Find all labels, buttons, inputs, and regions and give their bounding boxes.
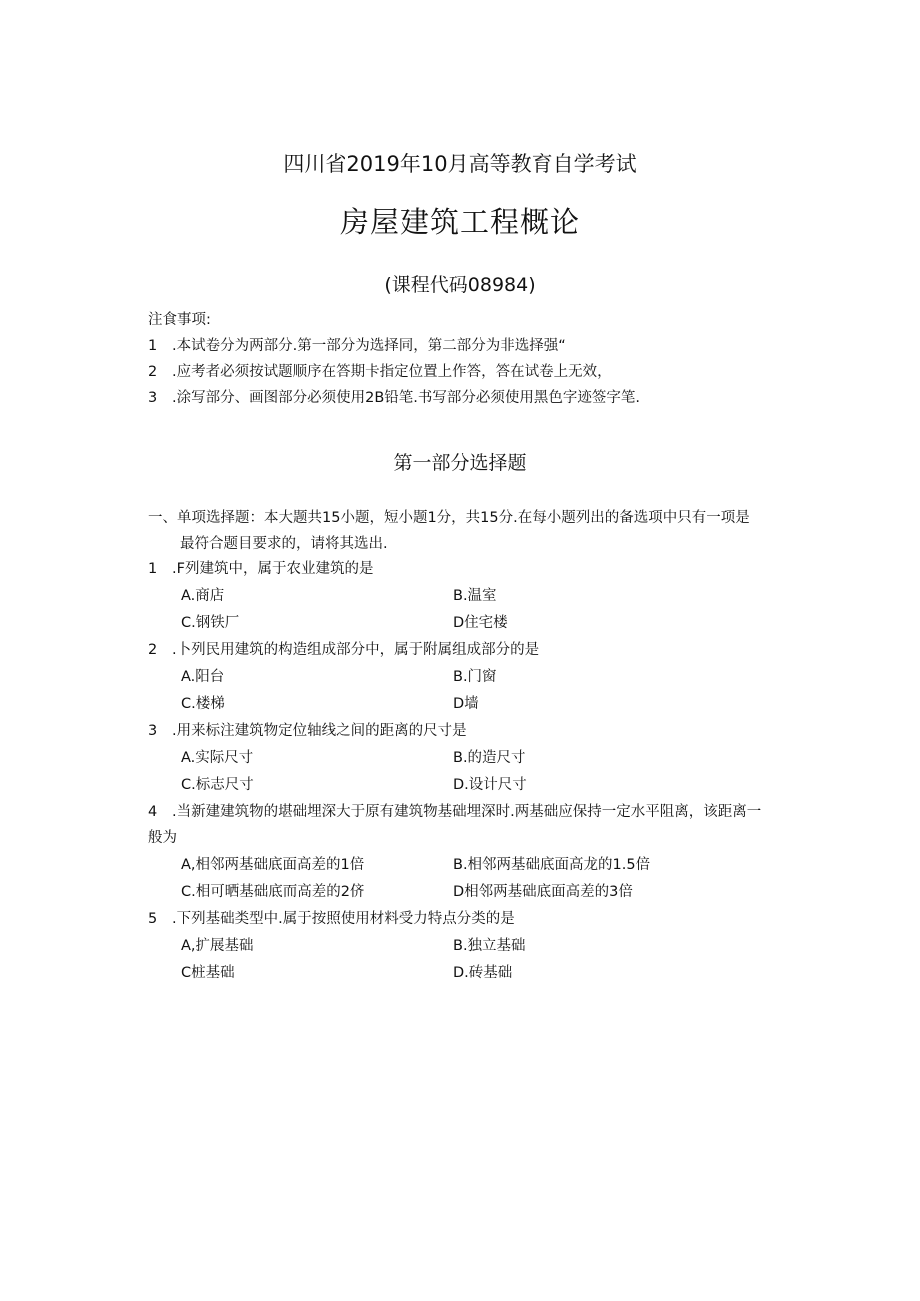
question-instructions	[148, 505, 778, 557]
question-text: .下列基础类型中.属于按照使用材料受力特点分类的是	[172, 911, 515, 927]
option-d: D.设计尺寸	[453, 777, 527, 793]
option-c: C桩基础	[181, 965, 235, 981]
question-number: 4	[148, 804, 158, 820]
notice-item-number: 1	[148, 338, 158, 354]
option-a: A,相邻两基础底面高差的1倍	[181, 857, 365, 873]
question-stem	[148, 556, 373, 582]
course-code: (课程代码08984)	[384, 274, 536, 296]
question-text: .F列建筑中，属于农业建筑的是	[172, 561, 374, 577]
notice-item-text: .涂写部分、画图部分必须使用2B铅笔.书写部分必须使用黑色字迹签字笔.	[172, 390, 640, 406]
notice-item	[148, 333, 788, 359]
notice-item-number: 2	[148, 364, 158, 380]
exam-title: 四川省2019年10月高等教育自学考试	[283, 152, 637, 176]
option-c: C.钢铁厂	[181, 615, 240, 631]
instructions-line: 最符合题目要求的，请将其选出.	[180, 536, 388, 552]
option-a: A.实际尺寸	[181, 750, 254, 766]
option-b: B.相邻两基础底面高龙的1.5倍	[453, 857, 651, 873]
option-b: B.的造尺寸	[453, 750, 526, 766]
notice-item-number: 3	[148, 390, 158, 406]
option-c: C.相可晒基础底而高差的2侪	[181, 884, 365, 900]
notice-item-text: .应考者必须按试题顺序在答期卡指定位置上作答，答在试卷上无效，	[172, 364, 612, 380]
option-d: D墙	[453, 696, 479, 712]
instructions-line: 一、单项选择题：本大题共15小题，短小题1分，共15分.在每小题列出的备选项中只有一项是	[148, 510, 750, 526]
notice-item	[148, 385, 788, 411]
option-a: A,扩展基础	[181, 938, 254, 954]
option-b: B.温室	[453, 588, 497, 604]
question-number: 1	[148, 561, 158, 577]
question-text: .用来标注建筑物定位轴线之间的距离的尺寸是	[172, 723, 467, 739]
option-d: D.砖基础	[453, 965, 513, 981]
question-text: .当新建建筑物的堪础埋深大于原有建筑物基础埋深时.两基础应保持一定水平阻离，该距离一般为	[148, 804, 762, 846]
option-c: C.楼梯	[181, 696, 225, 712]
question-stem	[148, 637, 539, 663]
notice-block	[148, 307, 788, 411]
option-a: A.商店	[181, 588, 225, 604]
option-b: B.门窗	[453, 669, 497, 685]
notice-item-text: .本试卷分为两部分.第一部分为选择同，第二部分为非选择强“	[172, 338, 566, 354]
option-c: C.标志尺寸	[181, 777, 254, 793]
question-number: 2	[148, 642, 158, 658]
option-d: D相邻两基础底面高差的3倍	[453, 884, 633, 900]
question-stem	[148, 799, 770, 851]
option-a: A.阳台	[181, 669, 225, 685]
notice-heading: 注食事项:	[148, 312, 211, 328]
question-stem	[148, 718, 467, 744]
course-title: 房屋建筑工程概论	[339, 205, 580, 239]
question-number: 5	[148, 911, 158, 927]
question-stem	[148, 906, 515, 932]
section-title: 第一部分选择题	[393, 452, 527, 474]
option-b: B.独立基础	[453, 938, 526, 954]
notice-item	[148, 359, 788, 385]
option-d: D住宅楼	[453, 615, 508, 631]
question-text: .卜列民用建筑的构造组成部分中，属于附属组成部分的是	[172, 642, 540, 658]
question-number: 3	[148, 723, 158, 739]
